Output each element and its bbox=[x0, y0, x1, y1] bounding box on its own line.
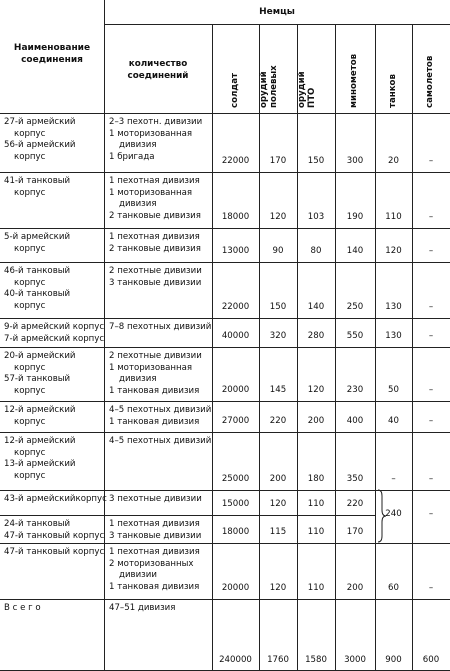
row-divider bbox=[0, 262, 450, 263]
row-count bbox=[109, 547, 211, 593]
row-name-line: 56-й армейский bbox=[4, 140, 76, 150]
name-column-header: Наименование соединения bbox=[13, 43, 91, 65]
row-count bbox=[109, 494, 211, 506]
row-name bbox=[4, 351, 102, 397]
row-name-line: 47-й танковый корпус bbox=[4, 530, 105, 541]
row-value: 115 bbox=[269, 527, 287, 537]
row-value: 140 bbox=[307, 302, 325, 312]
row-name-line: корпус bbox=[14, 300, 46, 311]
row-name bbox=[4, 603, 102, 615]
row-divider bbox=[0, 172, 450, 173]
row-value: 120 bbox=[269, 583, 287, 593]
row-value: 80 bbox=[310, 246, 322, 256]
row-value: 240000 bbox=[219, 655, 252, 665]
row-value: 320 bbox=[269, 331, 287, 341]
header-divider bbox=[104, 24, 450, 25]
row-name-line: 47-й танковый корпус bbox=[4, 547, 105, 557]
row-count bbox=[109, 322, 211, 334]
row-count-line: 47–51 дивизия bbox=[109, 603, 176, 613]
row-value: 15000 bbox=[221, 499, 250, 509]
row-value: 120 bbox=[385, 246, 402, 256]
row-count bbox=[109, 117, 211, 163]
row-value: 13000 bbox=[221, 246, 250, 256]
row-value: 170 bbox=[346, 527, 364, 537]
row-name bbox=[4, 176, 102, 199]
row-value: 400 bbox=[346, 416, 364, 426]
row-name bbox=[4, 232, 102, 255]
row-name-line: корпус bbox=[14, 362, 46, 373]
row-name bbox=[4, 322, 105, 345]
row-count bbox=[109, 519, 211, 542]
row-name bbox=[4, 117, 102, 163]
row-count bbox=[109, 232, 211, 255]
row-divider bbox=[0, 432, 450, 433]
row-value: 220 bbox=[346, 499, 364, 509]
row-value: 22000 bbox=[221, 156, 250, 166]
row-count-line: 2 танковые дивизия bbox=[109, 210, 201, 221]
row-value: 550 bbox=[346, 331, 364, 341]
row-value: 18000 bbox=[221, 212, 250, 222]
row-name-line: В с е г о bbox=[4, 603, 41, 613]
row-count-line: 1 танковая дивизия bbox=[109, 581, 200, 592]
row-value: 150 bbox=[307, 156, 325, 166]
row-name bbox=[4, 266, 102, 312]
row-value: 110 bbox=[307, 527, 325, 537]
row-name-line: корпус bbox=[14, 277, 46, 288]
row-count-line: 1 пехотная дивизия bbox=[109, 547, 200, 557]
row-value: 18000 bbox=[221, 527, 250, 537]
row-count bbox=[109, 405, 211, 428]
row-value: 1760 bbox=[267, 655, 289, 665]
row-value: 140 bbox=[346, 246, 364, 256]
row-count-line: 1 пехотная дивизия bbox=[109, 519, 200, 529]
row-divider bbox=[0, 318, 450, 319]
row-name-line: 41-й танковый bbox=[4, 176, 71, 186]
row-value: 130 bbox=[385, 302, 402, 312]
row-value: 190 bbox=[346, 212, 364, 222]
column-header-text: орудий bbox=[259, 71, 269, 108]
row-divider bbox=[0, 347, 450, 348]
row-value: – bbox=[428, 246, 434, 256]
row-value: – bbox=[391, 474, 396, 484]
column-header-text: солдат bbox=[229, 72, 240, 108]
row-name-line: 13-й армейский bbox=[4, 459, 76, 469]
row-name-line: корпус bbox=[14, 470, 46, 481]
row-value: 200 bbox=[307, 416, 325, 426]
row-value: 22000 bbox=[221, 302, 250, 312]
row-value: – bbox=[428, 331, 434, 341]
row-divider bbox=[0, 515, 375, 516]
row-value: 27000 bbox=[221, 416, 250, 426]
row-value: 110 bbox=[385, 212, 402, 222]
column-header-text: танков bbox=[387, 74, 398, 108]
row-name-line: корпус bbox=[14, 243, 46, 254]
row-count-line: 1 танковая дивизия bbox=[109, 385, 200, 396]
row-count-line: 3 пехотные дивизии bbox=[109, 494, 202, 504]
row-value: 350 bbox=[346, 474, 364, 484]
row-count-line: 4–5 пехотных дивизий bbox=[109, 405, 212, 415]
row-value: 230 bbox=[346, 385, 364, 395]
row-name-line: корпус bbox=[14, 128, 46, 139]
row-count-line: дивизия bbox=[119, 140, 157, 150]
row-name-line: 57-й танковый bbox=[4, 374, 71, 384]
row-value: 60 bbox=[388, 583, 399, 593]
row-name-line: 20-й армейский bbox=[4, 351, 76, 361]
row-value: 250 bbox=[346, 302, 364, 312]
row-count-line: 2 танковые дивизия bbox=[109, 243, 201, 254]
merged-tanks: 240 bbox=[385, 509, 402, 519]
row-name-line: корпус bbox=[14, 447, 46, 458]
row-value: – bbox=[428, 212, 434, 222]
row-value: 145 bbox=[269, 385, 287, 395]
row-value: 1580 bbox=[305, 655, 327, 665]
row-name-line: корпус bbox=[14, 385, 46, 396]
row-count-line: 3 танковые дивизии bbox=[109, 530, 202, 541]
row-value: 130 bbox=[385, 331, 402, 341]
row-name-line: 46-й танковый bbox=[4, 266, 71, 276]
row-count-line: 1 бригада bbox=[109, 151, 155, 162]
row-count bbox=[109, 266, 211, 289]
row-value: 25000 bbox=[221, 474, 250, 484]
row-value: 200 bbox=[346, 583, 364, 593]
group-title: Немцы bbox=[259, 7, 295, 17]
row-name bbox=[4, 405, 102, 428]
row-name-line: 5-й армейский bbox=[4, 232, 71, 242]
row-value: – bbox=[428, 385, 434, 395]
row-count-line: 1 моторизованная bbox=[109, 362, 193, 373]
row-value: 110 bbox=[307, 499, 325, 509]
row-count-line: 1 моторизованная bbox=[109, 187, 193, 198]
row-count-line: 4–5 пехотных дивизий bbox=[109, 436, 212, 446]
row-divider bbox=[0, 401, 450, 402]
row-name-line: 7-й армейский корпус bbox=[4, 333, 105, 344]
row-value: 40000 bbox=[221, 331, 250, 341]
row-name bbox=[4, 547, 105, 559]
row-count-line: 2 пехотные дивизии bbox=[109, 266, 202, 276]
row-value: 50 bbox=[388, 385, 399, 395]
row-value: 900 bbox=[385, 655, 402, 665]
row-value: 103 bbox=[307, 212, 325, 222]
column-header-text: самолетов bbox=[425, 55, 435, 108]
row-name bbox=[4, 494, 107, 506]
row-value: 40 bbox=[388, 416, 399, 426]
row-count-line: 1 пехотная дивизия bbox=[109, 176, 200, 186]
row-name bbox=[4, 436, 102, 482]
col-divider bbox=[104, 0, 105, 671]
row-count bbox=[109, 603, 211, 615]
row-count-line: 2–3 пехотн. дивизии bbox=[109, 117, 203, 127]
row-value: – bbox=[428, 416, 434, 426]
row-count bbox=[109, 351, 211, 397]
row-value: 20000 bbox=[221, 385, 250, 395]
row-name-line: 24-й танковый bbox=[4, 519, 71, 529]
row-value: 300 bbox=[346, 156, 364, 166]
row-value: 170 bbox=[269, 156, 287, 166]
row-value: – bbox=[428, 583, 434, 593]
row-name-line: 9-й армейский корпус bbox=[4, 322, 105, 332]
row-value: 200 bbox=[269, 474, 287, 484]
column-header-text: полевых bbox=[269, 65, 279, 108]
row-divider bbox=[0, 228, 450, 229]
row-value: 280 bbox=[307, 331, 325, 341]
row-value: 90 bbox=[272, 246, 284, 256]
row-count bbox=[109, 176, 211, 222]
row-name-line: корпус bbox=[14, 416, 46, 427]
row-count-line: дивизия bbox=[119, 199, 157, 209]
row-name-line: 40-й танковый bbox=[4, 289, 71, 299]
row-value: 120 bbox=[307, 385, 325, 395]
row-count-line: 1 пехотная дивизия bbox=[109, 232, 200, 242]
column-header-text: минометов bbox=[349, 53, 359, 108]
row-value: 600 bbox=[422, 655, 440, 665]
row-divider bbox=[0, 599, 450, 600]
row-name bbox=[4, 519, 105, 542]
row-value: 150 bbox=[269, 302, 287, 312]
row-name-line: 43-й армейскийкорпус bbox=[4, 494, 107, 504]
row-count bbox=[109, 436, 211, 448]
row-value: 20 bbox=[388, 156, 399, 166]
row-name-line: корпус bbox=[14, 151, 46, 162]
column-header-text: ПТО bbox=[307, 87, 317, 108]
row-value: 220 bbox=[269, 416, 287, 426]
count-column-header: количество соединений bbox=[127, 59, 189, 81]
row-value: 20000 bbox=[221, 583, 250, 593]
row-count-line: 7–8 пехотных дивизий bbox=[109, 322, 212, 332]
row-count-line: 2 пехотные дивизии bbox=[109, 351, 202, 361]
brace-icon bbox=[376, 488, 388, 544]
row-count-line: 2 моторизованных bbox=[109, 558, 194, 569]
row-count-line: дивизия bbox=[119, 374, 157, 384]
row-value: – bbox=[428, 302, 434, 312]
column-header-text: орудий bbox=[297, 71, 307, 108]
row-count-line: 1 моторизованная bbox=[109, 128, 193, 139]
row-value: 3000 bbox=[344, 655, 366, 665]
row-count-line: дивизии bbox=[119, 570, 157, 580]
row-name-line: 12-й армейский bbox=[4, 405, 76, 415]
row-value: 110 bbox=[307, 583, 325, 593]
row-divider bbox=[0, 113, 450, 114]
merged-planes: – bbox=[428, 509, 434, 519]
row-value: – bbox=[428, 474, 434, 484]
row-value: – bbox=[428, 156, 434, 166]
row-name-line: корпус bbox=[14, 187, 46, 198]
row-count-line: 3 танковые дивизии bbox=[109, 277, 202, 288]
row-name-line: 12-й армейский bbox=[4, 436, 76, 446]
row-value: 120 bbox=[269, 499, 287, 509]
row-value: 180 bbox=[307, 474, 325, 484]
row-value: 120 bbox=[269, 212, 287, 222]
row-name-line: 27-й армейский bbox=[4, 117, 76, 127]
row-count-line: 1 танковая дивизия bbox=[109, 416, 200, 427]
